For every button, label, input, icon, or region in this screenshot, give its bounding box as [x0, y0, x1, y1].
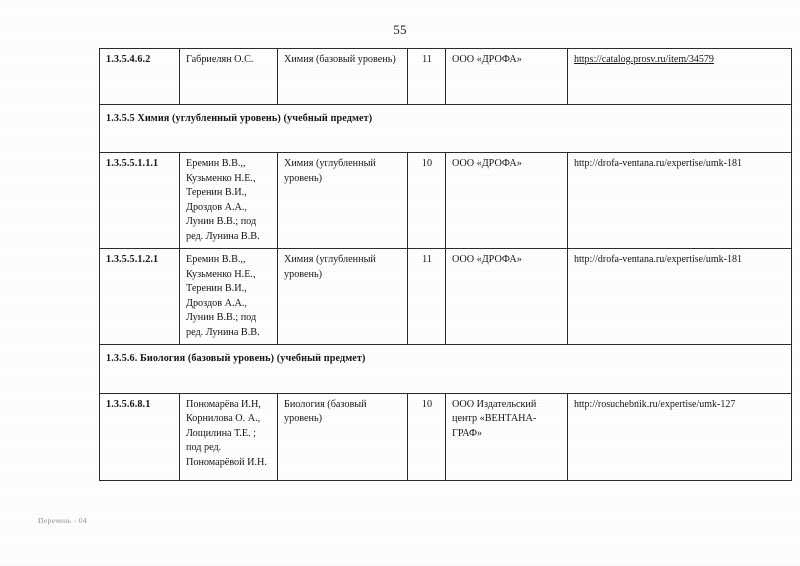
table-section-row [100, 345, 792, 393]
cell-subject: Химия (базовый уровень) [278, 49, 408, 105]
section-title: 1.3.5.6. Биология (базовый уровень) (учебный предмет) [100, 345, 792, 393]
cell-subject: Биология (базовый уровень) [278, 393, 408, 480]
section-title: 1.3.5.5 Химия (углубленный уровень) (учебный предмет) [100, 105, 792, 153]
table-row [100, 49, 792, 105]
url-link[interactable]: http://drofa-ventana.ru/expertise/umk-181 [574, 158, 743, 170]
table-section-row [100, 105, 792, 153]
cell-url [568, 153, 792, 249]
table-row [100, 393, 792, 480]
table-row [100, 153, 792, 249]
footer-note: Перечень - 04 [38, 516, 88, 525]
cell-url [568, 393, 792, 480]
url-link[interactable]: http://rosuchebnik.ru/expertise/umk-127 [574, 398, 736, 410]
table-row [100, 249, 792, 345]
table-body [100, 49, 792, 481]
cell-code: 1.3.5.6.8.1 [100, 393, 180, 480]
cell-code: 1.3.5.5.1.2.1 [100, 249, 180, 345]
cell-grade: 11 [408, 49, 446, 105]
cell-grade: 10 [408, 153, 446, 249]
cell-url [568, 249, 792, 345]
cell-publisher: ООО «ДРОФА» [446, 153, 568, 249]
cell-code: 1.3.5.4.6.2 [100, 49, 180, 105]
cell-url [568, 49, 792, 105]
cell-authors: Пономарёва И.Н, Корнилова О. А., Лощилина Т.Е. ; под ред. Пономарёвой И.Н. [180, 393, 278, 480]
cell-grade: 11 [408, 249, 446, 345]
cell-authors: Еремин В.В.,, Кузьменко Н.Е., Теренин В.И., Дроздов А.А., Лунин В.В.; под ред. Лунина В.В. [180, 249, 278, 345]
cell-authors: Еремин В.В.,, Кузьменко Н.Е., Теренин В.И., Дроздов А.А., Лунин В.В.; под ред. Лунина В.В. [180, 153, 278, 249]
page-number: 55 [393, 22, 407, 37]
url-link[interactable]: https://catalog.prosv.ru/item/34579 [574, 54, 714, 65]
cell-publisher: ООО «ДРОФА» [446, 249, 568, 345]
cell-authors: Габриелян О.С. [180, 49, 278, 105]
cell-publisher: ООО Издательский центр «ВЕНТАНА-ГРАФ» [446, 393, 568, 480]
url-link[interactable]: http://drofa-ventana.ru/expertise/umk-181 [574, 254, 743, 266]
cell-subject: Химия (углубленный уровень) [278, 153, 408, 249]
textbook-registry-table [99, 48, 792, 481]
cell-publisher: ООО «ДРОФА» [446, 49, 568, 105]
cell-subject: Химия (углубленный уровень) [278, 249, 408, 345]
cell-code: 1.3.5.5.1.1.1 [100, 153, 180, 249]
cell-grade: 10 [408, 393, 446, 480]
